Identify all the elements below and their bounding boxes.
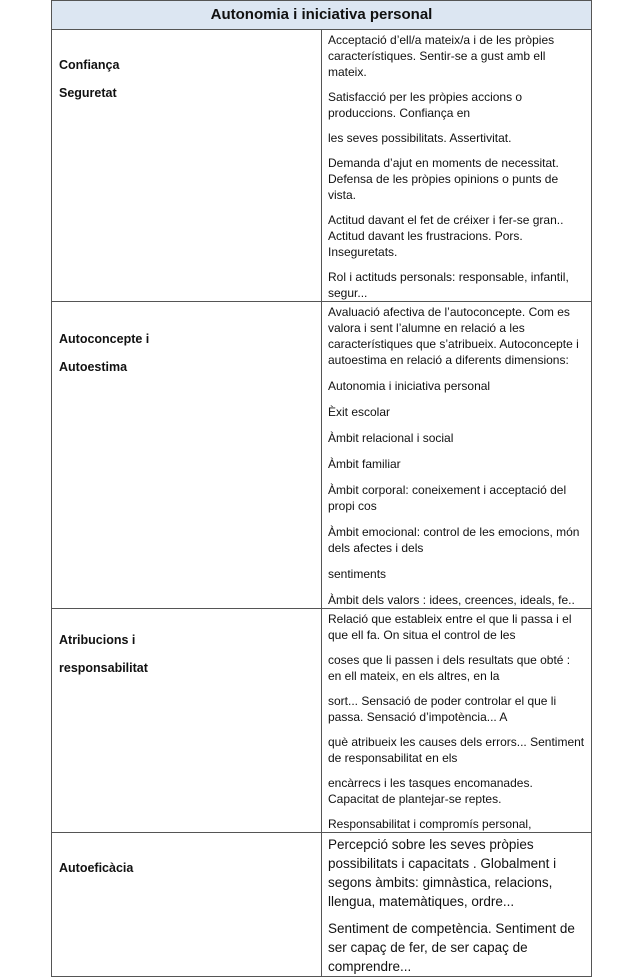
row-label: Autoeficàcia [59,861,134,875]
row-content-cell [322,30,592,302]
row-label-cell [52,302,322,609]
content-line: Acceptació d’ell/a mateix/a i de les pròpies característiques. Sentir-se a gust amb ell mateix. [328,33,555,79]
content-line: sort... Sensació de poder controlar el que li passa. Sensació d’impotència... A [328,694,557,724]
content-line: Actitud davant el fet de créixer i fer-se gran.. Actitud davant les frustracions. Pors. Inseguretats. [328,213,564,259]
content-line: Rol i actituds personals: responsable, infantil, segur... [328,270,569,300]
content-line: les seves possibilitats. Assertivitat. [328,131,512,145]
row-label: Atribucions i [59,633,136,647]
content-line: Demanda d’ajut en moments de necessitat. Defensa de les pròpies opinions o punts de vista. [328,156,559,202]
content-line: què atribueix les causes dels errors... Sentiment de responsabilitat en els [328,735,585,765]
content-line: Avaluació afectiva de l’autoconcepte. Com es valora i sent l’alumne en relació a les característiques que s’atribueix. Autoconcepte i autoestima en relació a diferents dimensions: [328,305,579,367]
content-line: Àmbit dels valors : idees, creences, ideals, fe.. [328,593,575,607]
row-label: Autoestima [59,360,128,374]
row-label: responsabilitat [59,661,148,675]
content-line: Àmbit relacional i social [328,431,454,445]
row-label-cell [52,609,322,833]
row-label: Autoconcepte i [59,332,150,346]
table-row [52,30,592,302]
row-label: Seguretat [59,86,117,100]
content-line: Satisfacció per les pròpies accions o produccions. Confiança en [328,90,523,120]
content-line: Relació que estableix entre el que li passa i el que ell fa. On situa el control de les [328,612,572,642]
row-label-cell [52,30,322,302]
table-row [52,302,592,609]
content-line: coses que li passen i dels resultats que obté : en ell mateix, en els altres, en la [328,653,571,683]
content-line: sentiments [328,567,387,581]
table-row [52,833,592,977]
row-label: Confiança [59,58,120,72]
content-line: encàrrecs i les tasques encomanades. Capacitat de plantejar-se reptes. [328,776,533,806]
content-line: Àmbit emocional: control de les emocions, món dels afectes i dels [328,525,580,555]
content-line: Èxit escolar [328,405,391,419]
row-content-cell [322,302,592,609]
content-line: Responsabilitat i compromís personal, [328,817,532,831]
content-line: Sentiment de competència. Sentiment de ser capaç de fer, de ser capaç de comprendre... [328,921,575,974]
content-line: Àmbit familiar [328,457,401,471]
content-line: Percepció sobre les seves pròpies possibilitats i capacitats . Globalment i segons àmbits: gimnàstica, relacions, llengua, matemàtiques, ordre... [328,837,557,909]
row-content-cell [322,609,592,833]
table-title: Autonomia i iniciativa personal [52,1,592,30]
row-label-cell [52,833,322,977]
table-row [52,609,592,833]
content-line: Autonomia i iniciativa personal [328,379,491,393]
row-content-cell [322,833,592,977]
competence-table [51,0,592,977]
table-header-row [52,1,592,30]
content-line: Àmbit corporal: coneixement i acceptació del propi cos [328,483,567,513]
